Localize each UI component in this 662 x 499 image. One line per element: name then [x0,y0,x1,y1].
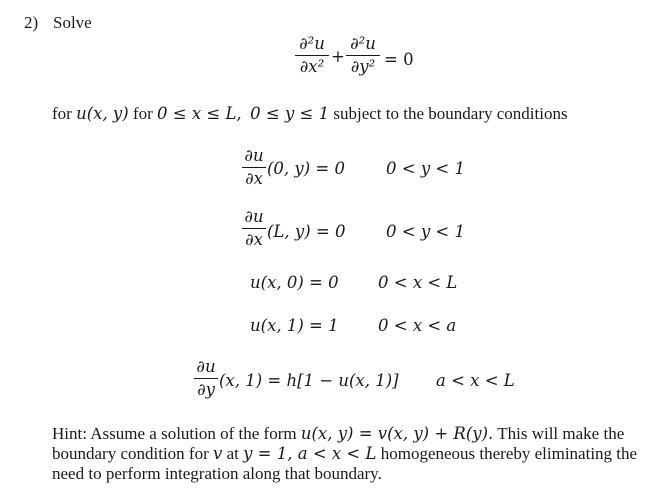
pde-term2 [346,36,380,75]
domain-suffix: subject to the boundary conditions [329,104,568,123]
hint-math-3: y = 1, a < x < L [243,444,377,463]
bc5-derivative-denominator: ∂y [197,379,215,399]
pde-plus: + [331,47,345,66]
hint-paragraph [52,424,652,484]
problem-verb: Solve [53,13,92,32]
bc2-derivative-numerator: ∂u [244,207,264,226]
bc2-expression: (L, y) = 0 [267,222,346,241]
pde-term2-denominator: ∂y² [350,56,376,76]
domain-for: for [128,104,158,123]
bc2-derivative-denominator: ∂x [245,229,263,249]
pde-term2-numerator: ∂²u [350,34,376,53]
bc1-condition: 0 < y < 1 [386,159,465,178]
pde-term1 [295,36,329,75]
bc1-expression: (0, y) = 0 [267,159,345,178]
hint-math-1: u(x, y) = v(x, y) + R(y). [300,424,494,443]
pde-term1-numerator: ∂²u [299,34,325,53]
bc3-condition: 0 < x < L [378,273,458,292]
bc5-condition: a < x < L [436,371,515,390]
bc3-expression: u(x, 0) = 0 [250,273,339,292]
domain-range-x: 0 ≤ x ≤ L, [157,104,242,123]
bc2-condition: 0 < y < 1 [386,222,465,241]
domain-function: u(x, y) [76,104,129,123]
bc4-condition: 0 < x < a [378,316,457,335]
hint-text-1: Assume a solution of the form [86,424,301,443]
domain-range-y: 0 ≤ y ≤ 1 [250,104,330,123]
bc2-derivative [242,209,266,248]
bc1-derivative [242,148,266,187]
domain-prefix: for [52,104,77,123]
pde-term1-denominator: ∂x² [299,56,325,76]
bc5-derivative [194,359,218,398]
hint-math-2: v [213,444,223,463]
hint-label: Hint: [52,424,87,443]
bc5-expression: (x, 1) = h[1 − u(x, 1)] [219,371,399,390]
hint-text-2: This will make the boundary condition for [52,424,625,463]
pde-rhs: = 0 [384,50,414,69]
bc1-derivative-numerator: ∂u [244,146,264,165]
bc5-derivative-numerator: ∂u [196,357,216,376]
problem-number: 2) [24,13,39,32]
hint-text-3: at [222,444,244,463]
bc4-expression: u(x, 1) = 1 [250,316,339,335]
hint-text-4: homogeneous thereby eliminating the need to perform integration along that boundary. [52,444,638,483]
domain-statement [52,104,568,124]
bc1-derivative-denominator: ∂x [245,168,263,188]
